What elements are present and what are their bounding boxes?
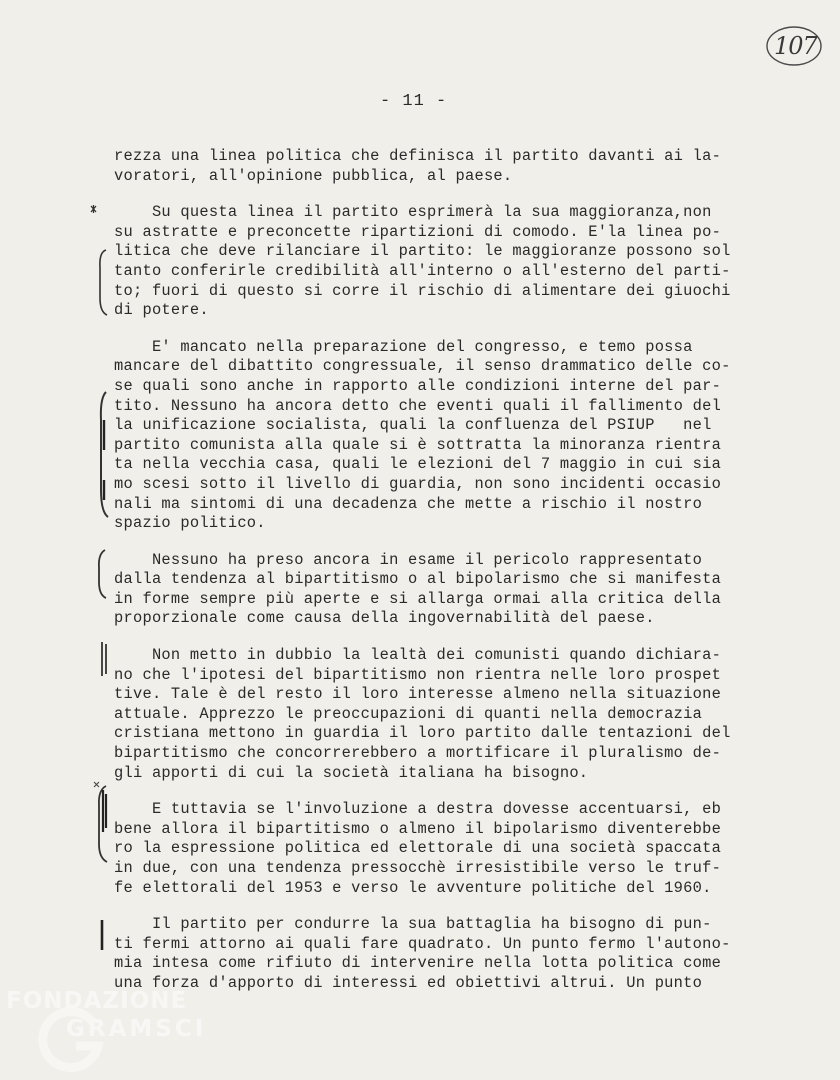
text-line: attuale. Apprezzo le preoccupazioni di quanti nella democrazia [114, 704, 703, 723]
archive-number-stamp [765, 24, 821, 66]
text-line: di potere. [114, 301, 209, 320]
text-line: Il partito per condurre la sua battaglia ha bisogno di pun- [114, 915, 712, 934]
text-line: nali ma sintomi di una decadenza che mette a rischio il nostro [114, 494, 703, 513]
paragraph-1 [114, 147, 774, 186]
text-line: rezza una linea politica che definisca il partito davanti ai la- [114, 147, 722, 165]
text-line: dalla tendenza al bipartitismo o al bipolarismo che si manifesta [114, 570, 722, 589]
watermark-text-1: FONDAZIONE [6, 988, 188, 1014]
text-line: tive. Tale è del resto il loro interesse almeno nella situazione [114, 685, 722, 704]
text-line: ta nella vecchia casa, quali le elezioni del 7 maggio in cui sia [114, 455, 722, 474]
margin-bracket-icon [96, 918, 108, 952]
watermark-text-2: GRAMSCI [66, 1016, 207, 1042]
paragraph-6 [114, 800, 774, 898]
text-line: Non metto in dubbio la lealtà dei comunisti quando dichiara- [114, 646, 722, 665]
text-line: E' mancato nella preparazione del congresso, e temo possa [114, 337, 693, 356]
paragraph-3 [114, 338, 774, 534]
text-line: in forme sempre più aperte e si allarga ormai alla critica della [114, 589, 722, 608]
text-line: bene allora il bipartitismo o almeno il bipolarismo diventerebbe [114, 819, 722, 838]
text-line: in due, con una tendenza pressocchè irresistibile verso le truf- [114, 859, 722, 877]
text-line: voratori, all'opinione pubblica, al paese. [114, 166, 513, 185]
text-line: to; fuori di questo si corre il rischio di alimentare dei giuochi [114, 281, 731, 300]
margin-bracket-icon [94, 784, 112, 864]
margin-asterisk-icon [88, 203, 100, 215]
text-line: su astratte e preconcette ripartizioni di comodo. E'la linea po- [114, 222, 722, 241]
page-number: - 11 - [380, 92, 448, 111]
text-line: no che l'ipotesi del bipartitismo non rientra nelle loro prospet [114, 665, 722, 684]
archive-number: 107 [774, 32, 817, 60]
text-line: mo scesi sotto il livello di guardia, non sono incidenti occasio [114, 474, 722, 493]
text-line: spazio politico. [114, 514, 266, 533]
paragraph-7 [114, 915, 774, 993]
text-line: ti fermi attorno ai quali fare quadrato. Un punto fermo l'autono- [114, 934, 731, 953]
text-line: proporzionale come causa della ingovernabilità del paese. [114, 609, 655, 628]
text-line: mia intesa come rifiuto di intervenire nella lotta politica come [114, 954, 722, 973]
text-line: tito. Nessuno ha ancora detto che eventi quali il fallimento del [114, 396, 722, 415]
margin-bracket-icon [96, 248, 110, 318]
text-line: cristiana mettono in guardia il loro partito dalle tentazioni del [114, 724, 731, 743]
text-line: tanto conferirle credibilità all'interno o all'esterno del parti- [114, 261, 731, 280]
margin-bracket-icon [96, 640, 110, 678]
text-line: Nessuno ha preso ancora in esame il pericolo rappresentato [114, 550, 703, 569]
text-line: fe elettorali del 1953 e verso le avventure politiche del 1960. [114, 878, 712, 897]
text-line: mancare del dibattito congressuale, il senso drammatico delle co- [114, 357, 731, 376]
body-text [114, 147, 774, 994]
text-line: gli apporti di cui la società italiana ha bisogno. [114, 763, 589, 782]
text-line: ro la espressione politica ed elettorale di una società spaccata [114, 839, 722, 858]
margin-bracket-icon [95, 548, 109, 600]
text-line: se quali sono anche in rapporto alle condizioni interne del par- [114, 376, 722, 395]
text-line: E tuttavia se l'involuzione a destra dovesse accentuarsi, eb [114, 800, 722, 819]
text-line: litica che deve rilanciare il partito: le maggioranze possono sol [114, 242, 731, 261]
watermark-logo [6, 988, 206, 1078]
text-line: una forza d'apporto di interessi ed obiettivi altrui. Un punto [114, 973, 703, 992]
text-line: la unificazione socialista, quali la confluenza del PSIUP nel [114, 416, 712, 435]
text-line: Su questa linea il partito esprimerà la sua maggioranza,non [114, 203, 712, 222]
text-line: bipartitismo che concorrerebbero a mortificare il pluralismo de- [114, 744, 722, 763]
paragraph-5 [114, 646, 774, 783]
text-line: partito comunista alla quale si è sottratta la minoranza rientra [114, 435, 722, 454]
paragraph-4 [114, 551, 774, 629]
paragraph-2 [114, 203, 774, 321]
margin-bracket-icon [96, 390, 112, 520]
